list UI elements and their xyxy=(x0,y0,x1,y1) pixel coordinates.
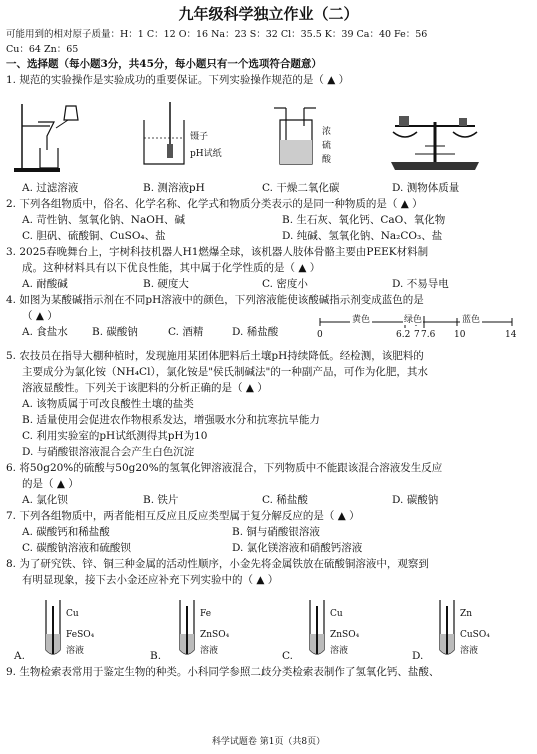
q4-option-c: C. 酒精 xyxy=(168,326,204,338)
tube-d-word: 溶液 xyxy=(460,646,479,656)
drying-bottle-figure xyxy=(270,100,330,170)
q5-option-b: B. 适量使用会促进农作物根系发达，增强吸水分和抗寒抗旱能力 xyxy=(22,414,320,426)
q3-option-b: B. 硬度大 xyxy=(143,278,189,290)
scale-tick-0: 0 xyxy=(317,330,323,340)
q1-option-b: B. 测溶液pH xyxy=(143,182,205,194)
page-title: 九年级科学独立作业（二） xyxy=(178,5,359,23)
ph-paper-label: pH试纸 xyxy=(190,149,222,159)
q6-line2: 的是（ ▲ ） xyxy=(22,478,79,490)
q1-option-a: A. 过滤溶液 xyxy=(22,182,79,194)
q3-option-a: A. 耐酸碱 xyxy=(22,278,68,290)
tube-a-metal: Cu xyxy=(66,609,79,619)
tube-c-metal: Cu xyxy=(330,609,343,619)
q1-stem: 1. 规范的实验操作是实验成功的重要保证。下列实验操作规范的是（ ▲ ） xyxy=(6,74,350,86)
scale-tick-10: 10 xyxy=(454,330,466,340)
tube-c-letter: C. xyxy=(282,650,293,662)
tube-b-solution: ZnSO₄ xyxy=(200,630,230,640)
tube-d-metal: Zn xyxy=(460,609,473,619)
q4-option-a: A. 食盐水 xyxy=(22,326,68,338)
tube-b-letter: B. xyxy=(150,650,162,662)
tube-a-letter: A. xyxy=(14,650,25,662)
q5-line2: 主要成分为氯化铵（NH₄Cl），氯化铵是"侯氏制碱法"的一种副产品，可作为化肥，其水 xyxy=(22,366,428,378)
q7-option-c: C. 碳酸钠溶液和硫酸钡 xyxy=(22,542,131,554)
tube-a-word: 溶液 xyxy=(66,646,85,656)
q6-option-c: C. 稀盐酸 xyxy=(262,494,308,506)
q8-line1: 8. 为了研究铁、锌、铜三种金属的活动性顺序，小金先将金属铁放在硫酸铜溶液中，观察到 xyxy=(6,558,429,570)
q7-option-a: A. 碳酸钙和稀盐酸 xyxy=(22,526,110,538)
q5-line3: 溶液显酸性。下列关于该肥料的分析正确的是（ ▲ ） xyxy=(22,382,268,394)
tweezers-label: 镊子 xyxy=(190,132,209,142)
q6-line1: 6. 将50g20%的硫酸与50g20%的氢氧化钾溶液混合，下列物质中不能跟该混合溶液发生反应 xyxy=(6,462,443,474)
q5-option-c: C. 利用实验室的pH试纸测得其pH为10 xyxy=(22,430,208,442)
q2-option-b: B. 生石灰、氧化钙、CaO、氧化物 xyxy=(282,214,446,226)
tube-b-metal: Fe xyxy=(200,609,212,619)
q3-option-c: C. 密度小 xyxy=(262,278,308,290)
sulfuric-label-2: 酸 xyxy=(322,155,332,165)
q4-option-d: D. 稀盐酸 xyxy=(232,326,279,338)
q2-option-d: D. 纯碱、氢氧化钠、Na₂CO₃、盐 xyxy=(282,230,443,242)
conc-label: 浓 xyxy=(322,127,332,137)
scale-blue-label: 蓝色 xyxy=(460,312,482,325)
q2-stem: 2. 下列各组物质中，俗名、化学名称、化学式和物质分类表示的是同一种物质的是（ ▲ ） xyxy=(6,198,423,210)
q6-option-d: D. 碳酸钠 xyxy=(392,494,439,506)
q1-option-c: C. 干燥二氧化碳 xyxy=(262,182,340,194)
q3-line2: 成。这种材料具有以下优良性能，其中属于化学性质的是（ ▲ ） xyxy=(22,262,321,274)
scale-yellow-label: 黄色 xyxy=(350,312,372,325)
q3-option-d: D. 不易导电 xyxy=(392,278,449,290)
scale-tick-6.2: 6.2 xyxy=(396,330,411,340)
tube-b-word: 溶液 xyxy=(200,646,219,656)
q6-option-a: A. 氯化钡 xyxy=(22,494,68,506)
sulfuric-label-1: 硫 xyxy=(322,141,332,151)
q1-option-d: D. 测物体质量 xyxy=(392,182,460,194)
q5-line1: 5. 农技员在指导大棚种植时，发现施用某团体肥料后土壤pH持续降低。经检测，该肥料的 xyxy=(6,350,424,362)
q2-option-a: A. 苛性钠、氢氧化钠、NaOH、碱 xyxy=(22,214,185,226)
tube-c-solution: ZnSO₄ xyxy=(330,630,360,640)
scale-tick-7.6: 7.6 xyxy=(421,330,436,340)
tube-d-letter: D. xyxy=(412,650,424,662)
q4-stem: 4. 如图为某酸碱指示剂在不同pH溶液中的颜色，下列溶液能使该酸碱指示剂变成蓝色的是 xyxy=(6,294,424,306)
balance-figure xyxy=(385,102,485,172)
q7-option-b: B. 铜与硝酸银溶液 xyxy=(232,526,320,538)
q6-option-b: B. 铁片 xyxy=(143,494,179,506)
page-footer: 科学试题卷 第1页（共8页） xyxy=(211,737,326,747)
atomic-masses-line1: 可能用到的相对原子质量：H：1 C：12 O：16 Na：23 S：32 Cl：35.5 K：39 Ca：40 Fe：56 xyxy=(6,29,428,40)
tube-d-solution: CuSO₄ xyxy=(460,630,490,640)
q4-option-b: B. 碳酸钠 xyxy=(92,326,138,338)
q9-line1: 9. 生物检索表常用于鉴定生物的种类。小科同学参照二歧分类检索表制作了氢氧化钙、盐酸、 xyxy=(6,666,440,678)
scale-tick-14: 14 xyxy=(505,330,517,340)
q5-option-d: D. 与硝酸银溶液混合会产生白色沉淀 xyxy=(22,446,195,458)
section-heading: 一、选择题（每小题3分，共45分，每小题只有一个选项符合题意） xyxy=(6,58,322,70)
tube-a-solution: FeSO₄ xyxy=(66,630,95,640)
q7-stem: 7. 下列各组物质中，两者能相互反应且反应类型属于复分解反应的是（ ▲ ） xyxy=(6,510,360,522)
filtration-figure xyxy=(14,98,94,174)
q7-option-d: D. 氯化镁溶液和硝酸钙溶液 xyxy=(232,542,363,554)
q8-line2: 有明显现象，接下去小金还应补充下列实验中的（ ▲ ） xyxy=(22,574,279,586)
atomic-masses-line2: Cu：64 Zn：65 xyxy=(6,44,79,55)
scale-green-label: 绿色 xyxy=(403,312,423,325)
scale-tick-7: 7 xyxy=(414,330,420,340)
tube-c-word: 溶液 xyxy=(330,646,349,656)
q3-line1: 3. 2025春晚舞台上，宇树科技机器人H1燃爆全球，该机器人肢体骨骼主要由PEEK材料制 xyxy=(6,246,429,258)
q4-answer: （ ▲ ） xyxy=(22,310,58,322)
q5-option-a: A. 该物质属于可改良酸性土壤的盐类 xyxy=(22,398,194,410)
q2-option-c: C. 胆矾、硫酸铜、CuSO₄、盐 xyxy=(22,230,166,242)
